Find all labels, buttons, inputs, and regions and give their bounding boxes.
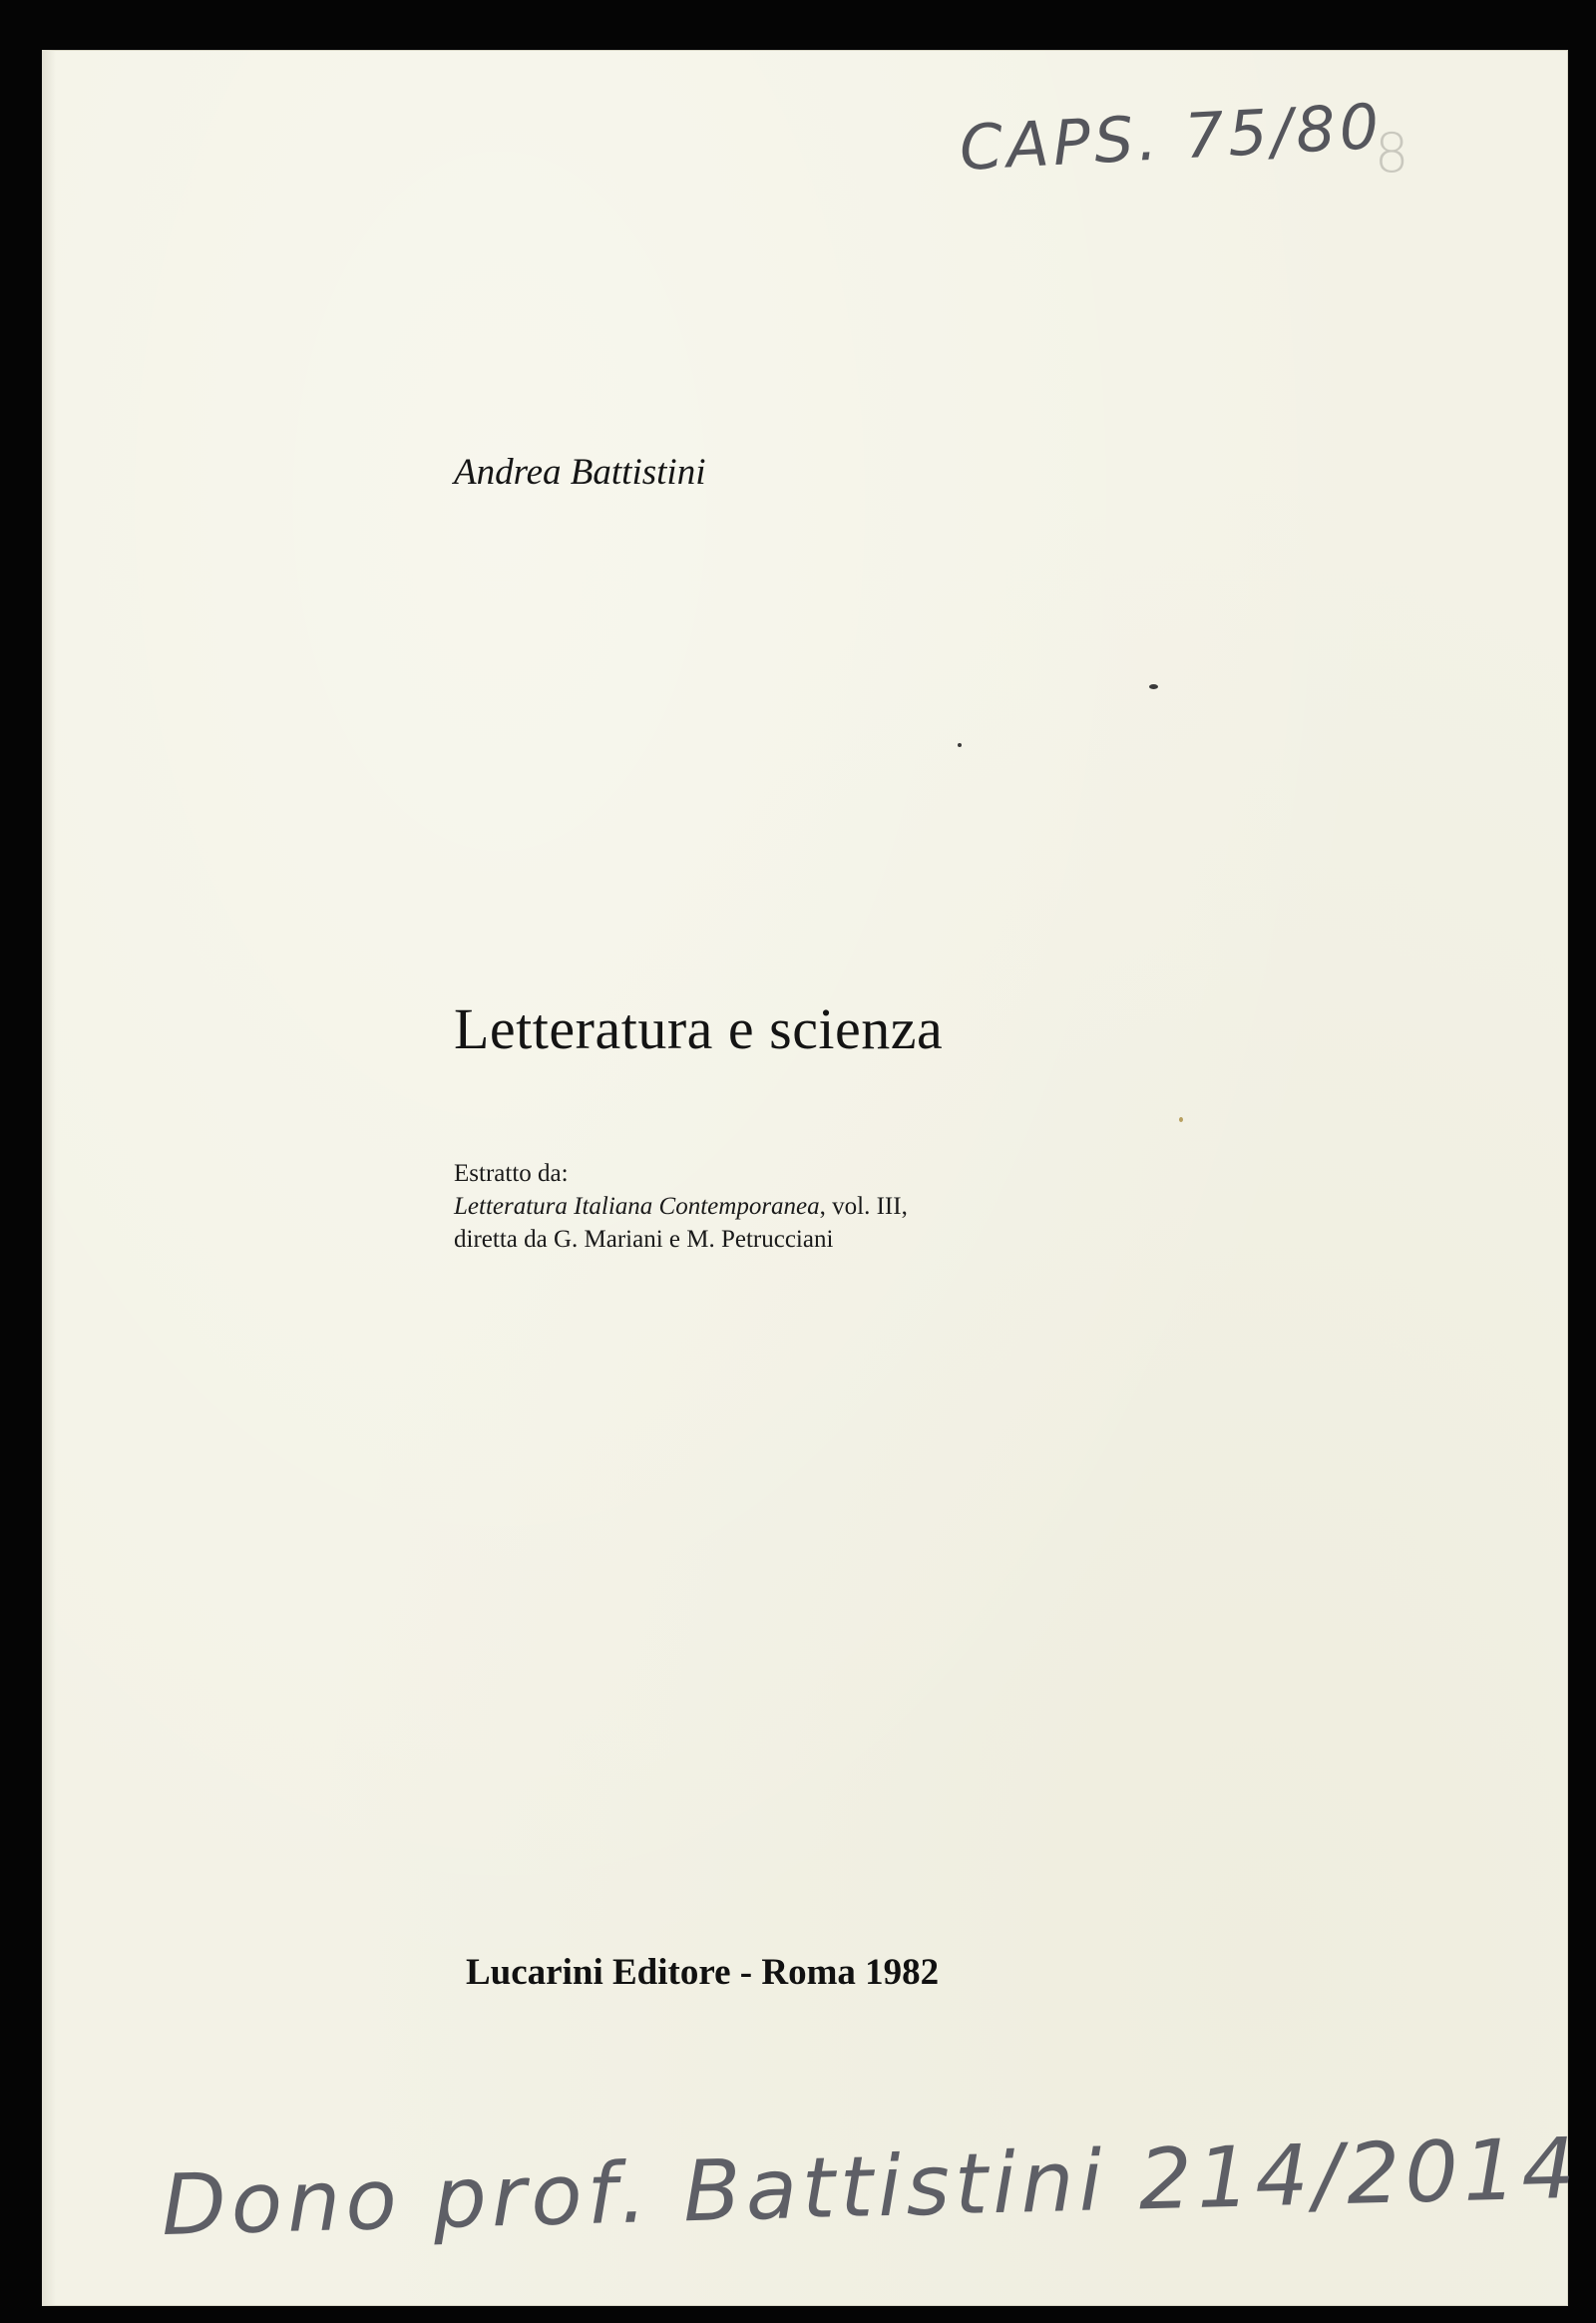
extract-label: Estratto da: — [454, 1160, 569, 1187]
extract-info — [454, 1157, 908, 1256]
handwritten-donation-note: Dono prof. Battistini 214/2014 — [160, 2119, 1581, 2254]
handwritten-shelfmark: CAPS. 75/80 — [958, 89, 1385, 185]
paper-speck — [1149, 684, 1158, 689]
extract-source-title: Letteratura Italiana Contemporanea — [454, 1193, 820, 1220]
extract-source-volume: , vol. III, — [819, 1193, 908, 1220]
author-name: Andrea Battistini — [454, 452, 706, 493]
paper-speck — [958, 743, 962, 747]
extract-editors: diretta da G. Mariani e M. Petrucciani — [454, 1226, 834, 1253]
publisher-imprint: Lucarini Editore - Roma 1982 — [466, 1952, 940, 1993]
handwritten-shelfmark-extra: 8 — [1375, 122, 1411, 185]
document-page — [42, 50, 1581, 2306]
book-title: Letteratura e scienza — [454, 996, 944, 1061]
page-edge-shadow — [42, 50, 56, 2306]
paper-speck — [1179, 1117, 1183, 1122]
extract-source-line — [454, 1190, 908, 1223]
